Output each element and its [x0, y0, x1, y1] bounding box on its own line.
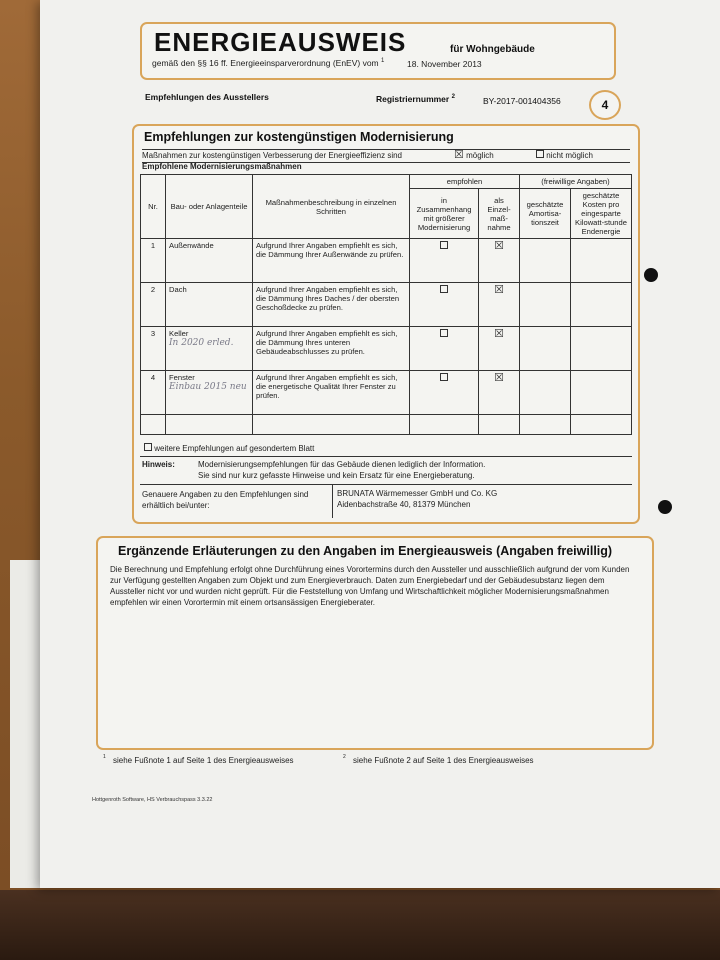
- header-desc: Maßnahmenbeschreibung in einzelnen Schritten: [253, 175, 410, 239]
- checkbox-in-context: [440, 285, 448, 293]
- option-not-possible: nicht möglich: [536, 150, 593, 162]
- company-address: Aidenbachstraße 40, 81379 München: [337, 500, 471, 509]
- measures-line: Maßnahmen zur kostengünstigen Verbesserung der Energieeffizienz sind ☒ möglich nicht möglich: [142, 149, 630, 163]
- header-part: Bau- oder Anlagenteile: [166, 175, 253, 239]
- header-single: als Einzel-maß-nahme: [479, 189, 520, 239]
- explanations-title: Ergänzende Erläuterungen zu den Angaben im Energieausweis (Angaben freiwillig): [118, 544, 613, 558]
- header-nr: Nr.: [141, 175, 166, 239]
- title-box: [140, 22, 616, 80]
- hint-line-1: Modernisierungsempfehlungen für das Gebäude dienen lediglich der Information.: [198, 460, 486, 469]
- table-row-empty: [141, 415, 632, 435]
- header-recommended: empfohlen: [410, 175, 520, 189]
- registration-number: BY-2017-001404356: [483, 96, 561, 106]
- hint-line-2: Sie sind nur kurz gefasste Hinweise und kein Ersatz für eine Energieberatung.: [198, 471, 475, 480]
- measures-subheader: Empfohlene Modernisierungsmaßnahmen: [142, 162, 302, 171]
- hint-label: Hinweis:: [142, 460, 175, 469]
- page-number: 4: [589, 90, 621, 120]
- explanations-text: Die Berechnung und Empfehlung erfolgt ohne Durchführung eines Vorortermins durch den Aussteller und ausschließlich aufgrund der vom Kunden zur Verfügung gestellten Angaben zum Objekt und zum Energieverbrauch. Daten zum Energiebedarf und der Gebäudesubstanz liegen dem Aussteller nicht vor und wurden nicht geprüft. Für die Feststellung von Umfang und Wirtschaftlichkeit möglicher Modernisierungsmaßnahmen empfehlen wir einen Vorortermin mit einem ortsansässigen Energieberater.: [110, 565, 630, 607]
- document-subtitle: für Wohngebäude: [450, 44, 535, 55]
- footnote-2: siehe Fußnote 2 auf Seite 1 des Energieausweises: [353, 756, 534, 765]
- header-voluntary: (freiwillige Angaben): [520, 175, 632, 189]
- registration-label: Registriernummer $^2$: [376, 94, 455, 104]
- table-row: 3 Keller In 2020 erled. Aufgrund Ihrer Angaben empfiehlt es sich, die Dämmung Ihres unteren Gebäudeabschlusses zu prüfen. ☒: [141, 327, 632, 371]
- divider-vertical: [332, 484, 333, 518]
- checkbox-single-checked: ☒: [494, 328, 504, 340]
- law-reference: gemäß den §§ 16 ff. Energieeinsparverordnung (EnEV) vom $^1$: [152, 58, 385, 68]
- checkbox-in-context: [440, 329, 448, 337]
- table-row: 1 Außenwände Aufgrund Ihrer Angaben empfiehlt es sich, die Dämmung Ihrer Außenwände zu prüfen. ☒: [141, 239, 632, 283]
- document-page: [40, 0, 720, 888]
- header-in-context: in Zusammenhang mit größerer Modernisierung: [410, 189, 479, 239]
- divider: [140, 484, 632, 485]
- table-row: 4 Fenster Einbau 2015 neu Aufgrund Ihrer Angaben empfiehlt es sich, die energetische Qualität Ihrer Fenster zu prüfen. ☒: [141, 371, 632, 415]
- header-amortization: geschätzte Amortisa-tionszeit: [520, 189, 571, 239]
- shadow-area: [0, 890, 720, 960]
- more-recommendations: weitere Empfehlungen auf gesondertem Blatt: [144, 443, 314, 453]
- footnote-1: siehe Fußnote 1 auf Seite 1 des Energieausweises: [113, 756, 294, 765]
- handwritten-note: Einbau 2015 neu: [169, 382, 247, 392]
- recommendations-box: [132, 124, 640, 524]
- header-cost: geschätzte Kosten pro eingesparte Kilowatt-stunde Endenergie: [571, 189, 632, 239]
- checkbox-single-checked: ☒: [494, 240, 504, 252]
- footnote-2-marker: 2: [343, 754, 346, 760]
- explanations-box: [96, 536, 654, 750]
- punch-hole-bottom: [658, 500, 672, 514]
- footnote-1-marker: 1: [103, 754, 106, 760]
- checkbox-single-checked: ☒: [494, 284, 504, 296]
- section-label: Empfehlungen des Ausstellers: [145, 92, 269, 102]
- company-name: BRUNATA Wärmemesser GmbH und Co. KG: [337, 489, 498, 498]
- recommendations-table: [140, 174, 632, 435]
- table-row: 2 Dach Aufgrund Ihrer Angaben empfiehlt es sich, die Dämmung Ihres Daches / der obersten Geschoßdecke zu prüfen. ☒: [141, 283, 632, 327]
- checkbox-in-context: [440, 241, 448, 249]
- handwritten-note: In 2020 erled.: [169, 338, 234, 348]
- software-credit: Hottgenroth Software, HS Verbrauchspass 3.3.22: [92, 797, 213, 803]
- law-date: 18. November 2013: [407, 59, 482, 69]
- divider: [140, 456, 632, 457]
- info-label: Genauere Angaben zu den Empfehlungen sind erhältlich bei/unter:: [142, 490, 309, 510]
- punch-hole-top: [644, 268, 658, 282]
- checkbox-in-context: [440, 373, 448, 381]
- recommendations-title: Empfehlungen zur kostengünstigen Modernisierung: [144, 130, 454, 144]
- checkbox-single-checked: ☒: [494, 372, 504, 384]
- document-title: ENERGIEAUSWEIS: [154, 27, 407, 57]
- option-possible: ☒ möglich: [454, 149, 494, 161]
